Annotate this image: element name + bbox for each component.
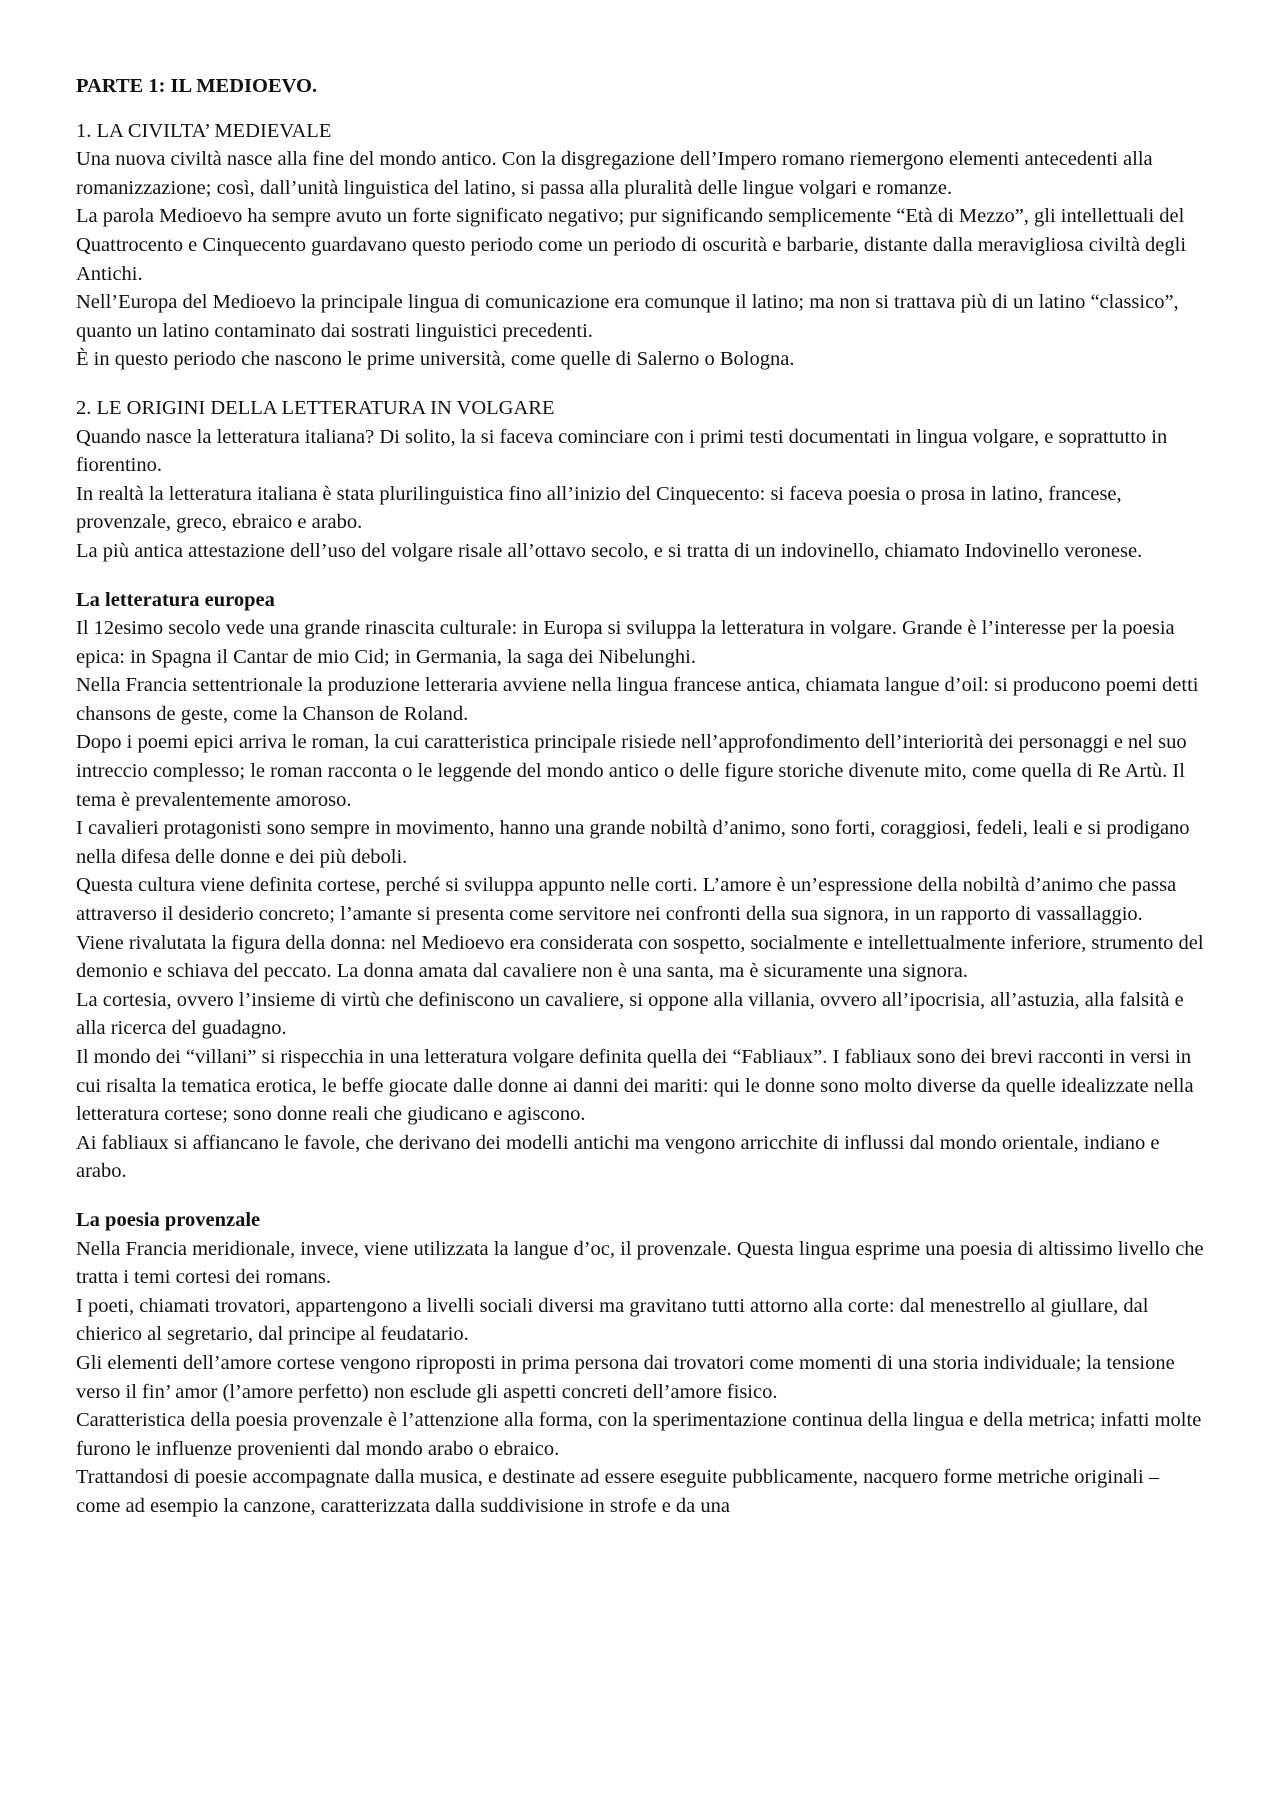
paragraph: È in questo periodo che nascono le prime università, come quelle di Salerno o Bologna. [76, 348, 795, 371]
subsection-letteratura-europea [76, 586, 1204, 1186]
paragraph: Gli elementi dell’amore cortese vengono riproposti in prima persona dai trovatori come momenti di una storia individuale; la tensione verso il fin’ amor (l’amore perfetto) non esclude gli aspetti concreti dell’amore fisico. [76, 1351, 1175, 1403]
paragraph: I poeti, chiamati trovatori, appartengono a livelli sociali diversi ma gravitano tutti attorno alla corte: dal menestrello al giullare, dal chierico al segretario, dal principe al feudatario. [76, 1294, 1149, 1346]
spacer [76, 374, 1204, 394]
paragraph: Il 12esimo secolo vede una grande rinascita culturale: in Europa si sviluppa la letteratura in volgare. Grande è l’interesse per la poesia epica: in Spagna il Cantar de mio Cid; in Germania, la saga dei Nibelunghi. [76, 617, 1175, 668]
paragraph: Una nuova civiltà nasce alla fine del mondo antico. Con la disgregazione dell’Impero romano riemergono elementi antecedenti alla romanizzazione; così, dall’unità linguistica del latino, si passa alla pluralità delle lingue volgari e romanze. [76, 148, 1153, 199]
paragraph: Quando nasce la letteratura italiana? Di solito, la si faceva cominciare con i primi testi documentati in lingua volgare, e soprattutto in fiorentino. [76, 425, 1168, 477]
paragraph: Nella Francia settentrionale la produzione letteraria avviene nella lingua francese antica, chiamata langue d’oil: si producono poemi detti chansons de geste, come la Chanson de Roland. [76, 674, 1199, 725]
spacer [76, 566, 1204, 586]
paragraph: Trattandosi di poesie accompagnate dalla musica, e destinate ad essere eseguite pubblicamente, nacquero forme metriche originali – come ad esempio la canzone, caratterizzata dalla suddivisione in strofe e da una [76, 1466, 1160, 1517]
paragraph: Ai fabliaux si affiancano le favole, che derivano dei modelli antichi ma vengono arricchite di influssi dal mondo orientale, indiano e arabo. [76, 1131, 1160, 1183]
paragraph: La parola Medioevo ha sempre avuto un forte significato negativo; pur significando semplicemente “Età di Mezzo”, gli intellettuali del Quattrocento e Cinquecento guardavano questo periodo come un periodo di oscurità e barbarie, distante dalla meravigliosa civiltà degli Antichi. [76, 205, 1187, 285]
section-title: 2. LE ORIGINI DELLA LETTERATURA IN VOLGARE [76, 396, 555, 419]
section-title: 1. LA CIVILTA’ MEDIEVALE [76, 119, 332, 142]
subsection-title: La poesia provenzale [76, 1208, 261, 1231]
paragraph: La più antica attestazione dell’uso del volgare risale all’ottavo secolo, e si tratta di un indovinello, chiamato Indovinello veronese. [76, 539, 1143, 562]
paragraph: La cortesia, ovvero l’insieme di virtù che definiscono un cavaliere, si oppone alla villania, ovvero all’ipocrisia, all’astuzia, alla falsità e alla ricerca del guadagno. [76, 988, 1184, 1040]
section-origini-letteratura [76, 394, 1204, 566]
part-title: PARTE 1: IL MEDIOEVO. [76, 75, 318, 97]
paragraph: Il mondo dei “villani” si rispecchia in una letteratura volgare definita quella dei “Fabliaux”. I fabliaux sono dei brevi racconti in versi in cui risalta la tematica erotica, le beffe giocate dalle donne ai danni dei mariti: qui le donne sono molto diverse da quelle idealizzate nella letteratura cortese; sono donne reali che giudicano e agiscono. [76, 1046, 1194, 1126]
subsection-poesia-provenzale [76, 1206, 1204, 1521]
paragraph: Caratteristica della poesia provenzale è l’attenzione alla forma, con la sperimentazione continua della lingua e della metrica; infatti molte furono le influenze provenienti dal mondo arabo o ebraico. [76, 1409, 1202, 1460]
paragraph: Nella Francia meridionale, invece, viene utilizzata la langue d’oc, il provenzale. Questa lingua esprime una poesia di altissimo livello che tratta i temi cortesi dei romans. [76, 1237, 1204, 1289]
paragraph: Questa cultura viene definita cortese, perché si sviluppa appunto nelle corti. L’amore è un’espressione della nobiltà d’animo che passa attraverso il desiderio concreto; l’amante si presenta come servitore nei confronti della sua signora, in un rapporto di vassallaggio. [76, 874, 1177, 926]
subsection-title: La letteratura europea [76, 588, 275, 611]
section-civilta-medievale [76, 117, 1204, 374]
paragraph: Nell’Europa del Medioevo la principale lingua di comunicazione era comunque il latino; ma non si trattava più di un latino “classico”, quanto un latino contaminato dai sostrati linguistici precedenti. [76, 291, 1179, 342]
paragraph: I cavalieri protagonisti sono sempre in movimento, hanno una grande nobiltà d’animo, sono forti, coraggiosi, fedeli, leali e si prodigano nella difesa delle donne e dei più deboli. [76, 817, 1190, 868]
paragraph: Viene rivalutata la figura della donna: nel Medioevo era considerata con sospetto, socialmente e intellettualmente inferiore, strumento del demonio e schiava del peccato. La donna amata dal cavaliere non è una santa, ma è sicuramente una signora. [76, 931, 1204, 983]
spacer [76, 1186, 1204, 1206]
paragraph: Dopo i poemi epici arriva le roman, la cui caratteristica principale risiede nell’approfondimento dell’interiorità dei personaggi e nel suo intreccio complesso; le roman racconta o le leggende del mondo antico o delle figure storiche divenute mito, come quella di Re Artù. Il tema è prevalentemente amoroso. [76, 731, 1187, 811]
paragraph: In realtà la letteratura italiana è stata plurilinguistica fino all’inizio del Cinquecento: si faceva poesia o prosa in latino, francese, provenzale, greco, ebraico e arabo. [76, 482, 1122, 534]
